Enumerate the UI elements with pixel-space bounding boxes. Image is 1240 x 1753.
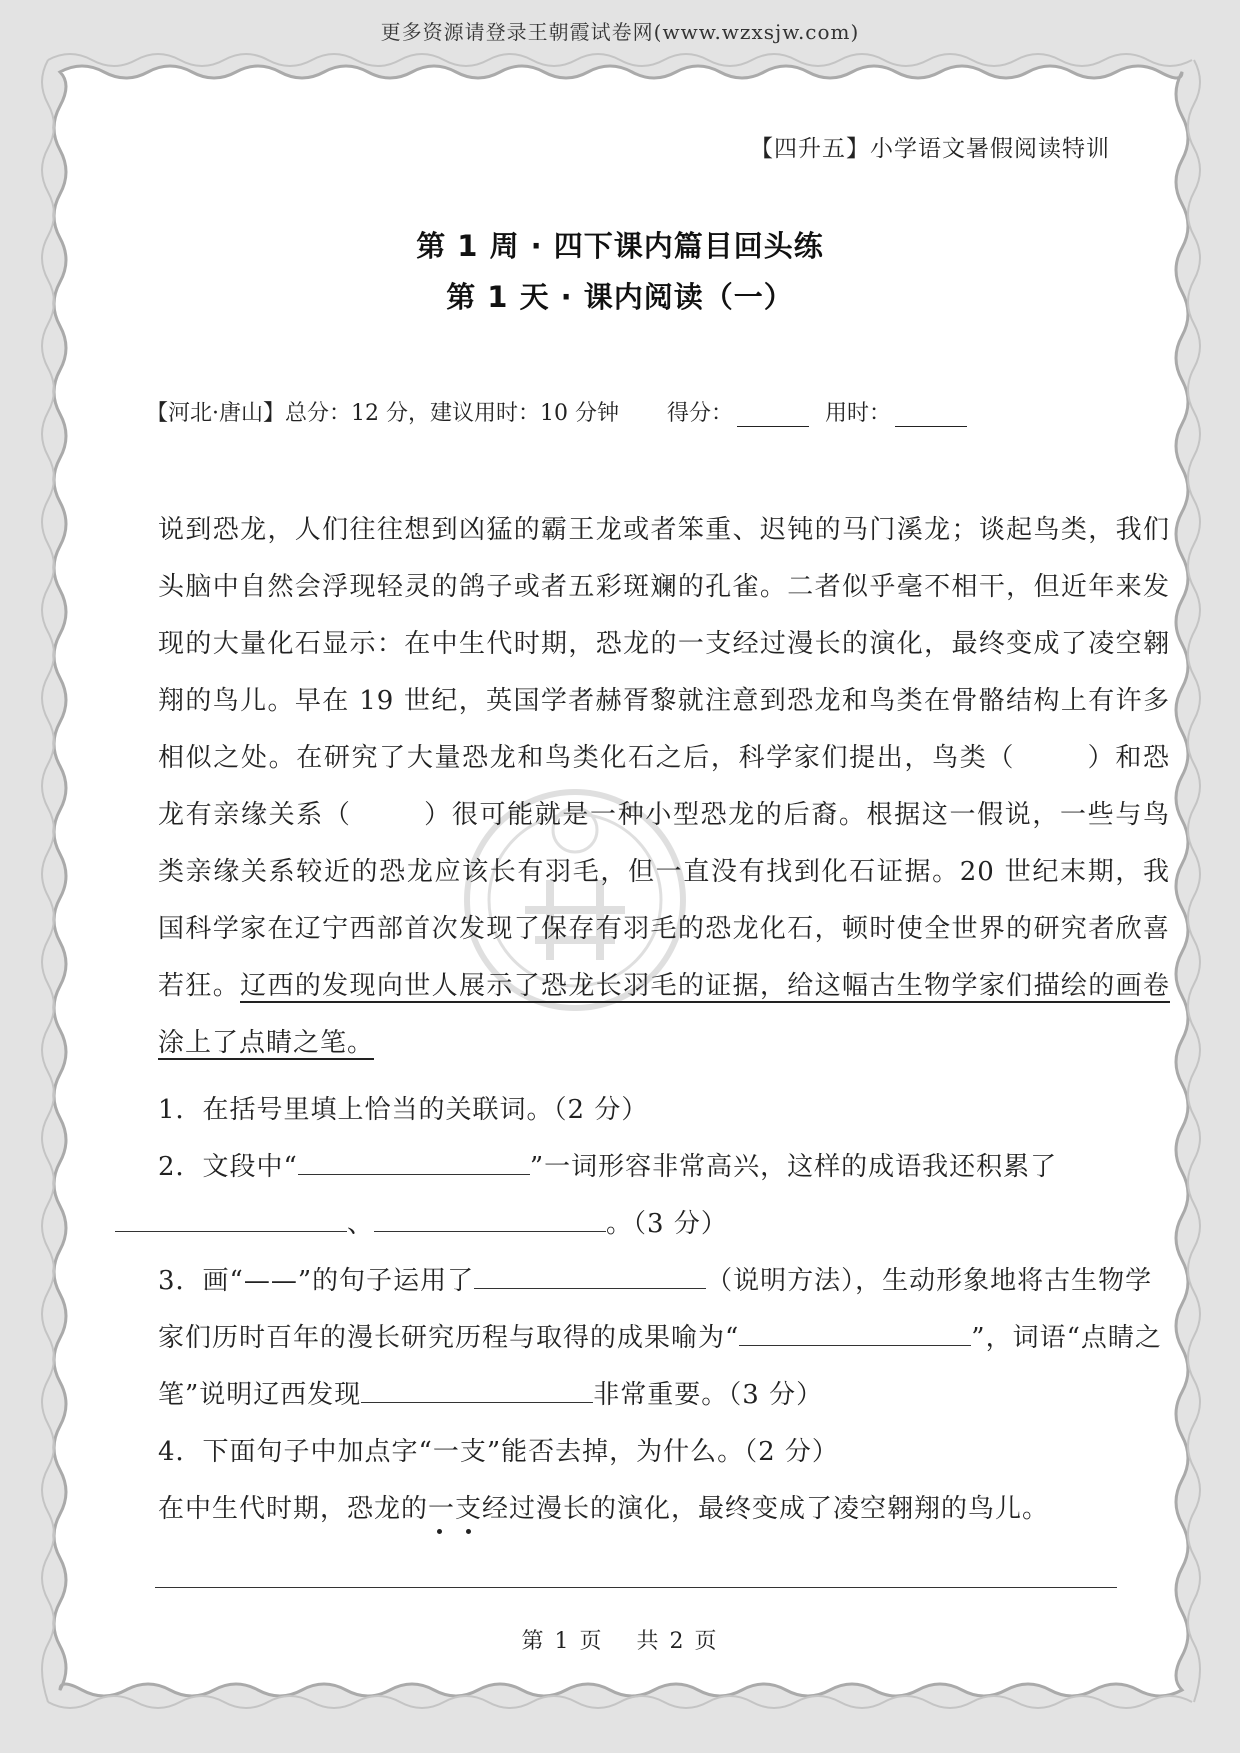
time-blank[interactable] [895,404,967,427]
page-title-day: 第 1 天 · 课内阅读（一） [446,280,794,314]
question-4-sentence [158,1481,1128,1538]
question-3 [115,1253,1170,1424]
emphasis-dot-2 [466,1529,471,1534]
q3-method-blank[interactable] [474,1262,706,1289]
q2-idiom-blank[interactable] [298,1148,530,1175]
q2-text-c: 、 [347,1209,375,1239]
page-title-week: 第 1 周 · 四下课内篇目回头练 [416,229,824,263]
time-label: 用时： [825,401,892,426]
q2-text-d: 。（3 分） [606,1209,728,1239]
q2-answer-blank-2[interactable] [374,1205,606,1232]
q3-text-a: 3．画“——”的句子运用了 [158,1266,475,1296]
passage-text-3: ）很可能就是一种小型恐龙的后裔。根据这一假说，一些与鸟类亲缘关系较近的恐龙应该长有羽毛，但一直没有找到化石证据。20 世纪末期，我国科学家在辽宁西部首次发现了保存有羽毛的恐龙化石，顿时使全世界的研究者欣喜若狂。 [158,800,1170,1001]
q2-text-b: ”一词形容非常高兴，这样的成语我还积累了 [529,1152,1058,1182]
q3-text-c: ”，词语“点睛之笔”说明辽西发现 [158,1323,1162,1410]
q3-importance-blank[interactable] [361,1376,593,1403]
question-2 [115,1139,1170,1253]
series-label: 【四升五】小学语文暑假阅读特训 [750,136,1110,162]
q3-metaphor-blank[interactable] [739,1319,971,1346]
q4-answer-line[interactable] [155,1587,1117,1588]
q3-text-d: 非常重要。（3 分） [593,1380,824,1410]
passage-text-1: 说到恐龙，人们往往想到凶猛的霸王龙或者笨重、迟钝的马门溪龙；谈起鸟类，我们头脑中自然会浮现轻灵的鸽子或者五彩斑斓的孔雀。二者似乎毫不相干，但近年来发现的大量化石显示：在中生代时期，恐龙的一支经过漫长的演化，最终变成了凌空翱翔的鸟儿。早在 19 世纪，英国学者赫胥黎就注意到恐龙和鸟类在骨骼结构上有许多相似之处。在研究了大量恐龙和鸟类化石之后，科学家们提出，鸟类（ [158,515,1170,773]
score-label: 得分： [666,401,733,426]
question-4: 4．下面句子中加点字“一支”能否去掉，为什么。（2 分） [158,1437,839,1467]
q4-sentence-1: 在中生代时期，恐龙的 [158,1494,429,1524]
q4-sentence-3: 经过漫长的演化，最终变成了凌空翱翔的鸟儿。 [482,1494,1050,1524]
passage-text-2: ）和恐龙有亲缘关系（ [158,743,1170,830]
underlined-sentence: 辽西的发现向世人展示了恐龙长羽毛的证据，给这幅古生物学家们描绘的画卷涂上了点睛之笔。 [158,971,1170,1058]
q2-text-a: 2．文段中“ [158,1152,298,1182]
q3-text-b: （说明方法），生动形象地将古生物学家们历时百年的漫长研究历程与取得的成果喻为“ [158,1266,1153,1353]
score-blank[interactable] [737,404,809,427]
site-header: 更多资源请登录王朝霞试卷网(www.wzxsjw.com) [380,20,860,44]
question-1: 1．在括号里填上恰当的关联词。（2 分） [158,1095,649,1125]
exam-meta [146,396,967,427]
reading-passage [115,502,1170,1072]
q2-answer-blank-1[interactable] [115,1205,347,1232]
emphasis-dot-1 [437,1529,442,1534]
emphasized-word: 一支 [428,1494,482,1524]
page-footer: 第 1 页 共 2 页 [521,1629,719,1654]
exam-info: 【河北·唐山】总分：12 分，建议用时：10 分钟 [146,401,619,426]
